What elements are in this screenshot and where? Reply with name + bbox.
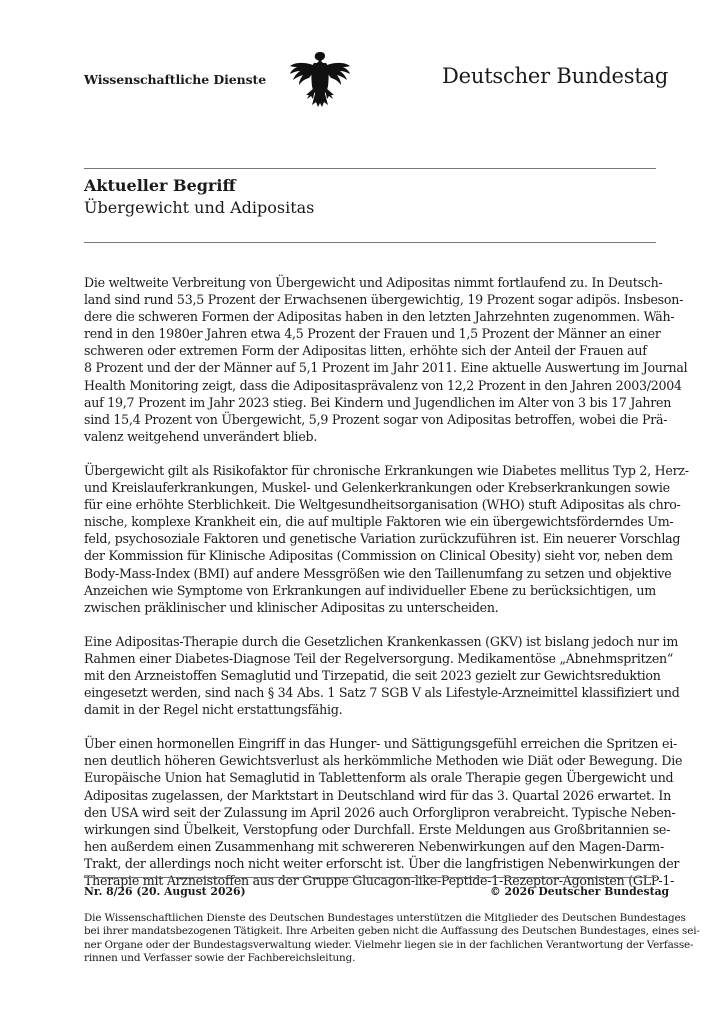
text-line: der Kommission für Klinische Adipositas (Commission on Clinical Obesity) sieht vor, neben dem [84, 548, 673, 564]
text-line: Übergewicht gilt als Risikofaktor für chronische Erkrankungen wie Diabetes mellitus Typ 2, Herz- [84, 462, 689, 478]
section-kicker: Aktueller Begriff [84, 176, 236, 195]
text-line: den USA wird seit der Zulassung im April 2026 auch Orforglipron verabreicht. Typische Neben- [84, 804, 676, 820]
text-line: nen deutlich höheren Gewichtsverlust als herkömmliche Methoden wie Diät oder Bewegung. Die [84, 753, 683, 769]
org-name-left: Wissenschaftliche Dienste [84, 72, 267, 87]
text-line: Therapie mit Arzneistoffen aus der Gruppe Glucagon-like-Peptide-1-Rezeptor-Agonisten (GLP-1- [84, 873, 675, 888]
text-line: 8 Prozent und der der Männer auf 5,1 Prozent im Jahr 2011. Eine aktuelle Auswertung im Journal [84, 360, 688, 376]
footer-divider [84, 877, 656, 878]
article-body [84, 274, 689, 906]
page-title: Übergewicht und Adipositas [84, 198, 315, 217]
text-line: Rahmen einer Diabetes-Diagnose Teil der Regelversorgung. Medikamentöse „Abnehmspritzen“ [84, 650, 674, 666]
text-line: sind 15,4 Prozent von Übergewicht, 5,9 Prozent sogar von Adipositas betroffen, wobei die Prä- [84, 411, 668, 427]
text-line: dere die schweren Formen der Adipositas haben in den letzten Jahrzehnten zugenommen. Wäh- [84, 309, 675, 325]
text-line: Health Monitoring zeigt, dass die Adipositasprävalenz von 12,2 Prozent in den Jahren 2003/2004 [84, 377, 682, 393]
federal-eagle-icon [287, 48, 353, 110]
org-name-right: Deutscher Bundestag [442, 64, 669, 88]
text-line: nische, komplexe Krankheit ein, die auf multiple Faktoren wie ein übergewichtsförderndes Um- [84, 514, 674, 530]
text-line: Trakt, der allerdings noch nicht weiter erforscht ist. Über die langfristigen Nebenwirkungen der [84, 855, 680, 871]
text-line: valenz weitgehend unverändert blieb. [84, 428, 318, 444]
text-line: Anzeichen wie Symptome von Erkrankungen auf individueller Ebene zu berücksichtigen, um [84, 582, 656, 598]
text-line: zwischen präklinischer und klinischer Adipositas zu unterscheiden. [84, 599, 499, 615]
text-line: land sind rund 53,5 Prozent der Erwachsenen übergewichtig, 19 Prozent sogar adipös. Insbeson- [84, 292, 684, 308]
text-line: rend in den 1980er Jahren etwa 4,5 Prozent der Frauen und 1,5 Prozent der Männer an einer [84, 326, 661, 342]
text-line: auf 19,7 Prozent im Jahr 2023 stieg. Bei Kindern und Jugendlichen im Alter von 3 bis 17 Jahren [84, 394, 672, 410]
paragraph [84, 462, 689, 616]
copyright-notice: © 2026 Deutscher Bundestag [490, 885, 670, 898]
paragraph [84, 735, 683, 889]
text-line: Europäische Union hat Semaglutid in Tablettenform als orale Therapie gegen Übergewicht und [84, 770, 674, 786]
text-line: Über einen hormonellen Eingriff in das Hunger- und Sättigungsgefühl erreichen die Spritzen ei- [84, 736, 677, 752]
text-line: Die weltweite Verbreitung von Übergewicht und Adipositas nimmt fortlaufend zu. In Deutsch- [84, 275, 663, 290]
text-line: damit in der Regel nicht erstattungsfähig. [84, 702, 343, 718]
text-line: Eine Adipositas-Therapie durch die Gesetzlichen Krankenkassen (GKV) ist bislang jedoch nur im [84, 633, 679, 649]
text-line: hen außerdem einen Zusammenhang mit schwereren Nebenwirkungen auf den Magen-Darm- [84, 838, 665, 854]
text-line: Adipositas zugelassen, der Marktstart in Deutschland wird für das 3. Quartal 2026 erwartet. In [84, 787, 671, 803]
text-line: für eine erhöhte Sterblichkeit. Die Weltgesundheitsorganisation (WHO) stuft Adipositas als chro- [84, 497, 681, 513]
title-divider [84, 242, 656, 243]
header-divider [84, 168, 656, 169]
issue-number: Nr. 8/26 (20. August 2026) [84, 885, 246, 898]
disclaimer-line: rinnen und Verfasser sowie der Fachbereichsleitung. [84, 952, 356, 965]
text-line: Body-Mass-Index (BMI) auf andere Messgrößen wie den Taillenumfang zu setzen und objektive [84, 565, 672, 581]
text-line: und Kreislauferkrankungen, Muskel- und Gelenkerkrankungen oder Krebserkrankungen sowie [84, 480, 670, 496]
disclaimer-line: bei ihrer mandatsbezogenen Tätigkeit. Ihre Arbeiten geben nicht die Auffassung des Deutschen Bundestages, eines sei- [84, 925, 700, 938]
text-line: wirkungen sind Übelkeit, Verstopfung oder Durchfall. Erste Meldungen aus Großbritannien se- [84, 821, 671, 837]
text-line: eingesetzt werden, sind nach § 34 Abs. 1 Satz 7 SGB V als Lifestyle-Arzneimittel klassifiziert und [84, 685, 680, 701]
paragraph [84, 274, 688, 445]
text-line: schweren oder extremen Form der Adipositas litten, erhöhte sich der Anteil der Frauen auf [84, 343, 647, 359]
text-line: mit den Arzneistoffen Semaglutid und Tirzepatid, die seit 2023 gezielt zur Gewichtsreduktion [84, 667, 661, 683]
text-line: feld, psychosoziale Faktoren und genetische Variation zurückzuführen ist. Ein neuerer Vorschlag [84, 531, 681, 547]
disclaimer-line: Die Wissenschaftlichen Dienste des Deutschen Bundestages unterstützen die Mitglieder des Deutschen Bundestages [84, 912, 686, 924]
paragraph [84, 633, 680, 718]
disclaimer-line: ner Organe oder der Bundestagsverwaltung wieder. Vielmehr liegen sie in der fachlichen Verantwortung der Verfasse- [84, 938, 694, 951]
disclaimer [84, 912, 700, 966]
